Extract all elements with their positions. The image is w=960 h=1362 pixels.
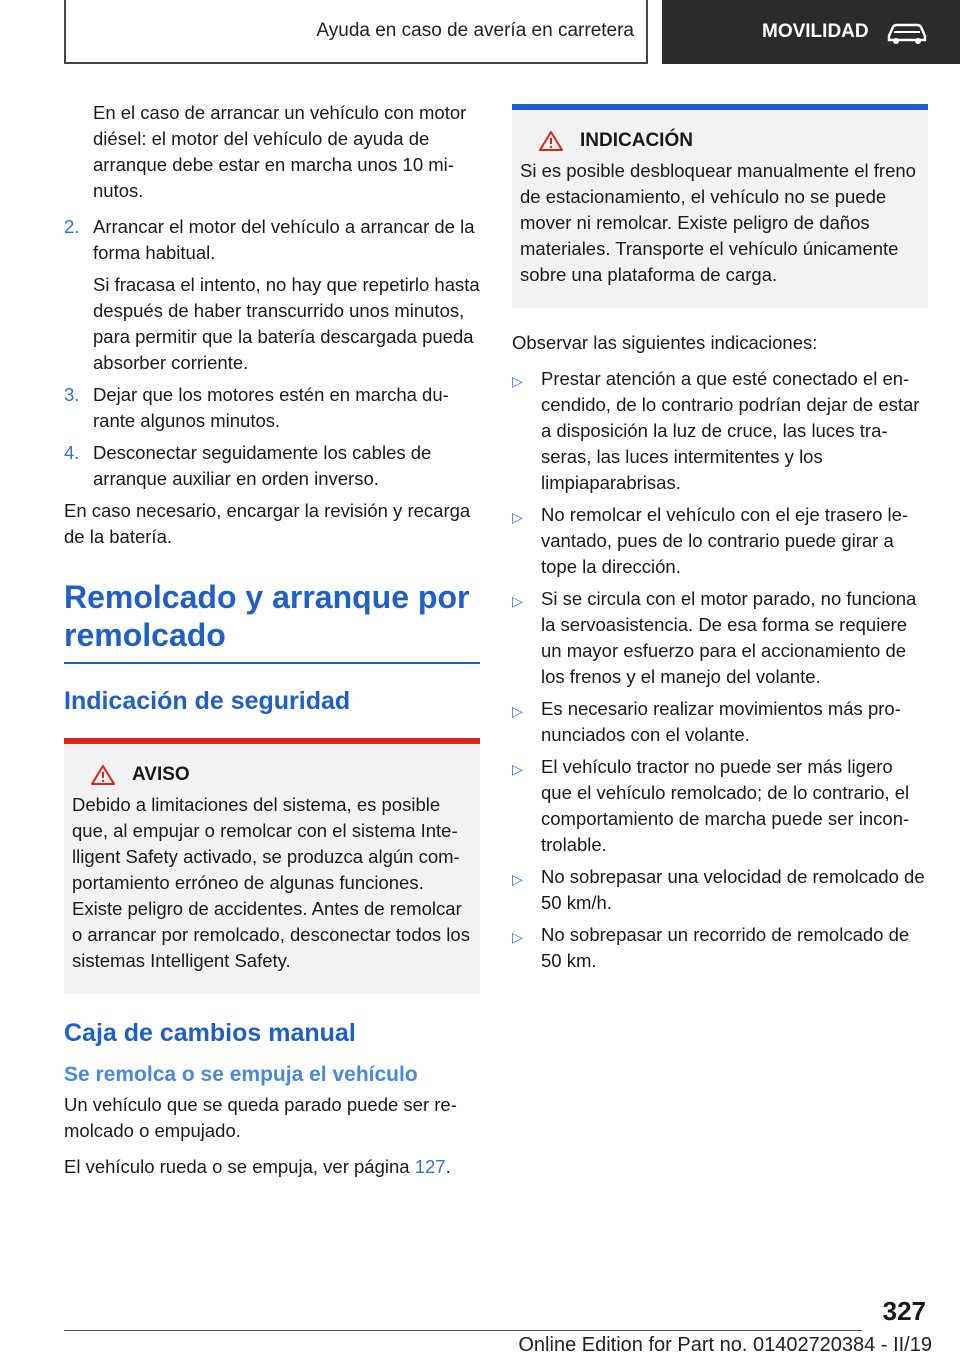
reference-paragraph — [64, 1154, 480, 1180]
step-number: 2. — [64, 216, 80, 237]
closing-paragraph: En caso necesario, encargar la revisión y recarga de la batería. — [64, 500, 471, 547]
list-item — [512, 922, 928, 974]
triangle-bullet-icon: ▷ — [512, 929, 523, 945]
list-item-text: Es necesario realizar movimientos más pronunciados con el volante. — [541, 698, 901, 745]
list-item — [512, 502, 928, 580]
list-item-text: No sobrepasar una velocidad de remolcado de 50 km/h. — [541, 866, 925, 913]
list-item-text: No remolcar el vehículo con el eje trasero levantado, pues de lo contrario puede girar a tope la dirección. — [541, 504, 909, 577]
list-item — [512, 864, 928, 916]
list-item — [512, 696, 928, 748]
list-item-text: El vehículo tractor no puede ser más ligero que el vehículo remolcado; de lo contrario, el comportamiento de marcha puede ser incontrolable. — [541, 756, 910, 855]
step-text: Arrancar el motor del vehículo a arrancar de la forma habitual. — [93, 216, 475, 263]
triangle-bullet-icon: ▷ — [512, 509, 523, 525]
observe-paragraph: Observar las siguientes indicaciones: — [512, 332, 818, 353]
warning-triangle-icon — [538, 130, 564, 152]
header-chapter — [64, 0, 648, 64]
triangle-bullet-icon: ▷ — [512, 761, 523, 777]
triangle-bullet-icon: ▷ — [512, 871, 523, 887]
warning-header — [72, 762, 472, 788]
safety-title: Indicación de seguridad — [64, 687, 351, 715]
car-icon — [885, 20, 929, 44]
warning-label: AVISO — [132, 764, 190, 785]
chapter-title: Ayuda en caso de avería en carretera — [316, 20, 634, 41]
step-number: 4. — [64, 442, 80, 463]
info-box — [512, 104, 928, 308]
info-label: INDICACIÓN — [580, 130, 693, 151]
step-text: Desconectar seguidamente los cables de arranque auxiliar en orden inverso. — [93, 442, 432, 489]
step-2-note: Si fracasa el intento, no hay que repetirlo hasta después de haber transcurrido unos minutos, para permitir que la batería descargada pueda absorber corriente. — [93, 274, 480, 373]
list-item — [512, 366, 928, 496]
list-item-text: Prestar atención a que esté conectado el encendido, de lo contrario podrían dejar de estar a disposición la luz de cruce, las luces traseras, las luces intermitentes y los limpiaparabrisas. — [541, 368, 920, 493]
triangle-bullet-icon: ▷ — [512, 593, 523, 609]
list-item — [512, 586, 928, 690]
triangle-bullet-icon: ▷ — [512, 373, 523, 389]
page-number: 327 — [882, 1296, 926, 1326]
warning-box — [64, 738, 480, 994]
intro-paragraph: En el caso de arrancar un vehículo con motor diésel: el motor del vehículo de ayuda de arranque debe estar en marcha unos 10 minutos. — [93, 102, 467, 201]
section-label: MOVILIDAD — [762, 21, 869, 42]
section-title: Remolcado y arranque por remolcado — [64, 578, 480, 664]
push-title: Se remolca o se empuja el vehículo — [64, 1063, 418, 1086]
list-item-text: No sobrepasar un recorrido de remolcado de 50 km. — [541, 924, 910, 971]
step-number: 3. — [64, 384, 80, 405]
push-paragraph: Un vehículo que se queda parado puede ser remolcado o empujado. — [64, 1094, 457, 1141]
list-item — [512, 754, 928, 858]
page-reference-link[interactable]: 127 — [414, 1156, 446, 1177]
warning-text: Debido a limitaciones del sistema, es posible que, al empujar o remolcar con el sistema Intelligent Safety activado, se produzca algún comportamiento erróneo de algunas funciones. Existe peligro de accidentes. Antes de remolcar o arrancar por remolcado, desconectar todos los sistemas Intelligent Safety. — [72, 794, 470, 971]
footer-edition: Online Edition for Part no. 01402720384 - II/19 — [518, 1334, 932, 1356]
list-item-text: Si se circula con el motor parado, no funciona la servoasistencia. De esa forma se requiere un mayor esfuerzo para el accionamiento de los frenos y el manejo del volante. — [541, 588, 917, 687]
step-4 — [64, 440, 480, 492]
step-2 — [64, 214, 480, 266]
gearbox-title: Caja de cambios manual — [64, 1019, 356, 1047]
footer-divider — [64, 1330, 862, 1331]
header-section — [662, 0, 960, 64]
reference-end: . — [445, 1156, 451, 1177]
step-text: Dejar que los motores estén en marcha durante algunos minutos. — [93, 384, 449, 431]
right-column — [512, 104, 928, 980]
step-3 — [64, 382, 480, 434]
info-header — [520, 128, 920, 154]
warning-triangle-icon — [90, 764, 116, 786]
info-text: Si es posible desbloquear manualmente el freno de estacionamiento, el vehículo no se puede mover ni remolcar. Existe peligro de daños materiales. Transporte el vehículo únicamente sobre una plataforma de carga. — [520, 160, 916, 285]
left-column — [64, 100, 480, 1190]
triangle-bullet-icon: ▷ — [512, 703, 523, 719]
reference-text: El vehículo rueda o se empuja, ver página — [64, 1156, 415, 1177]
